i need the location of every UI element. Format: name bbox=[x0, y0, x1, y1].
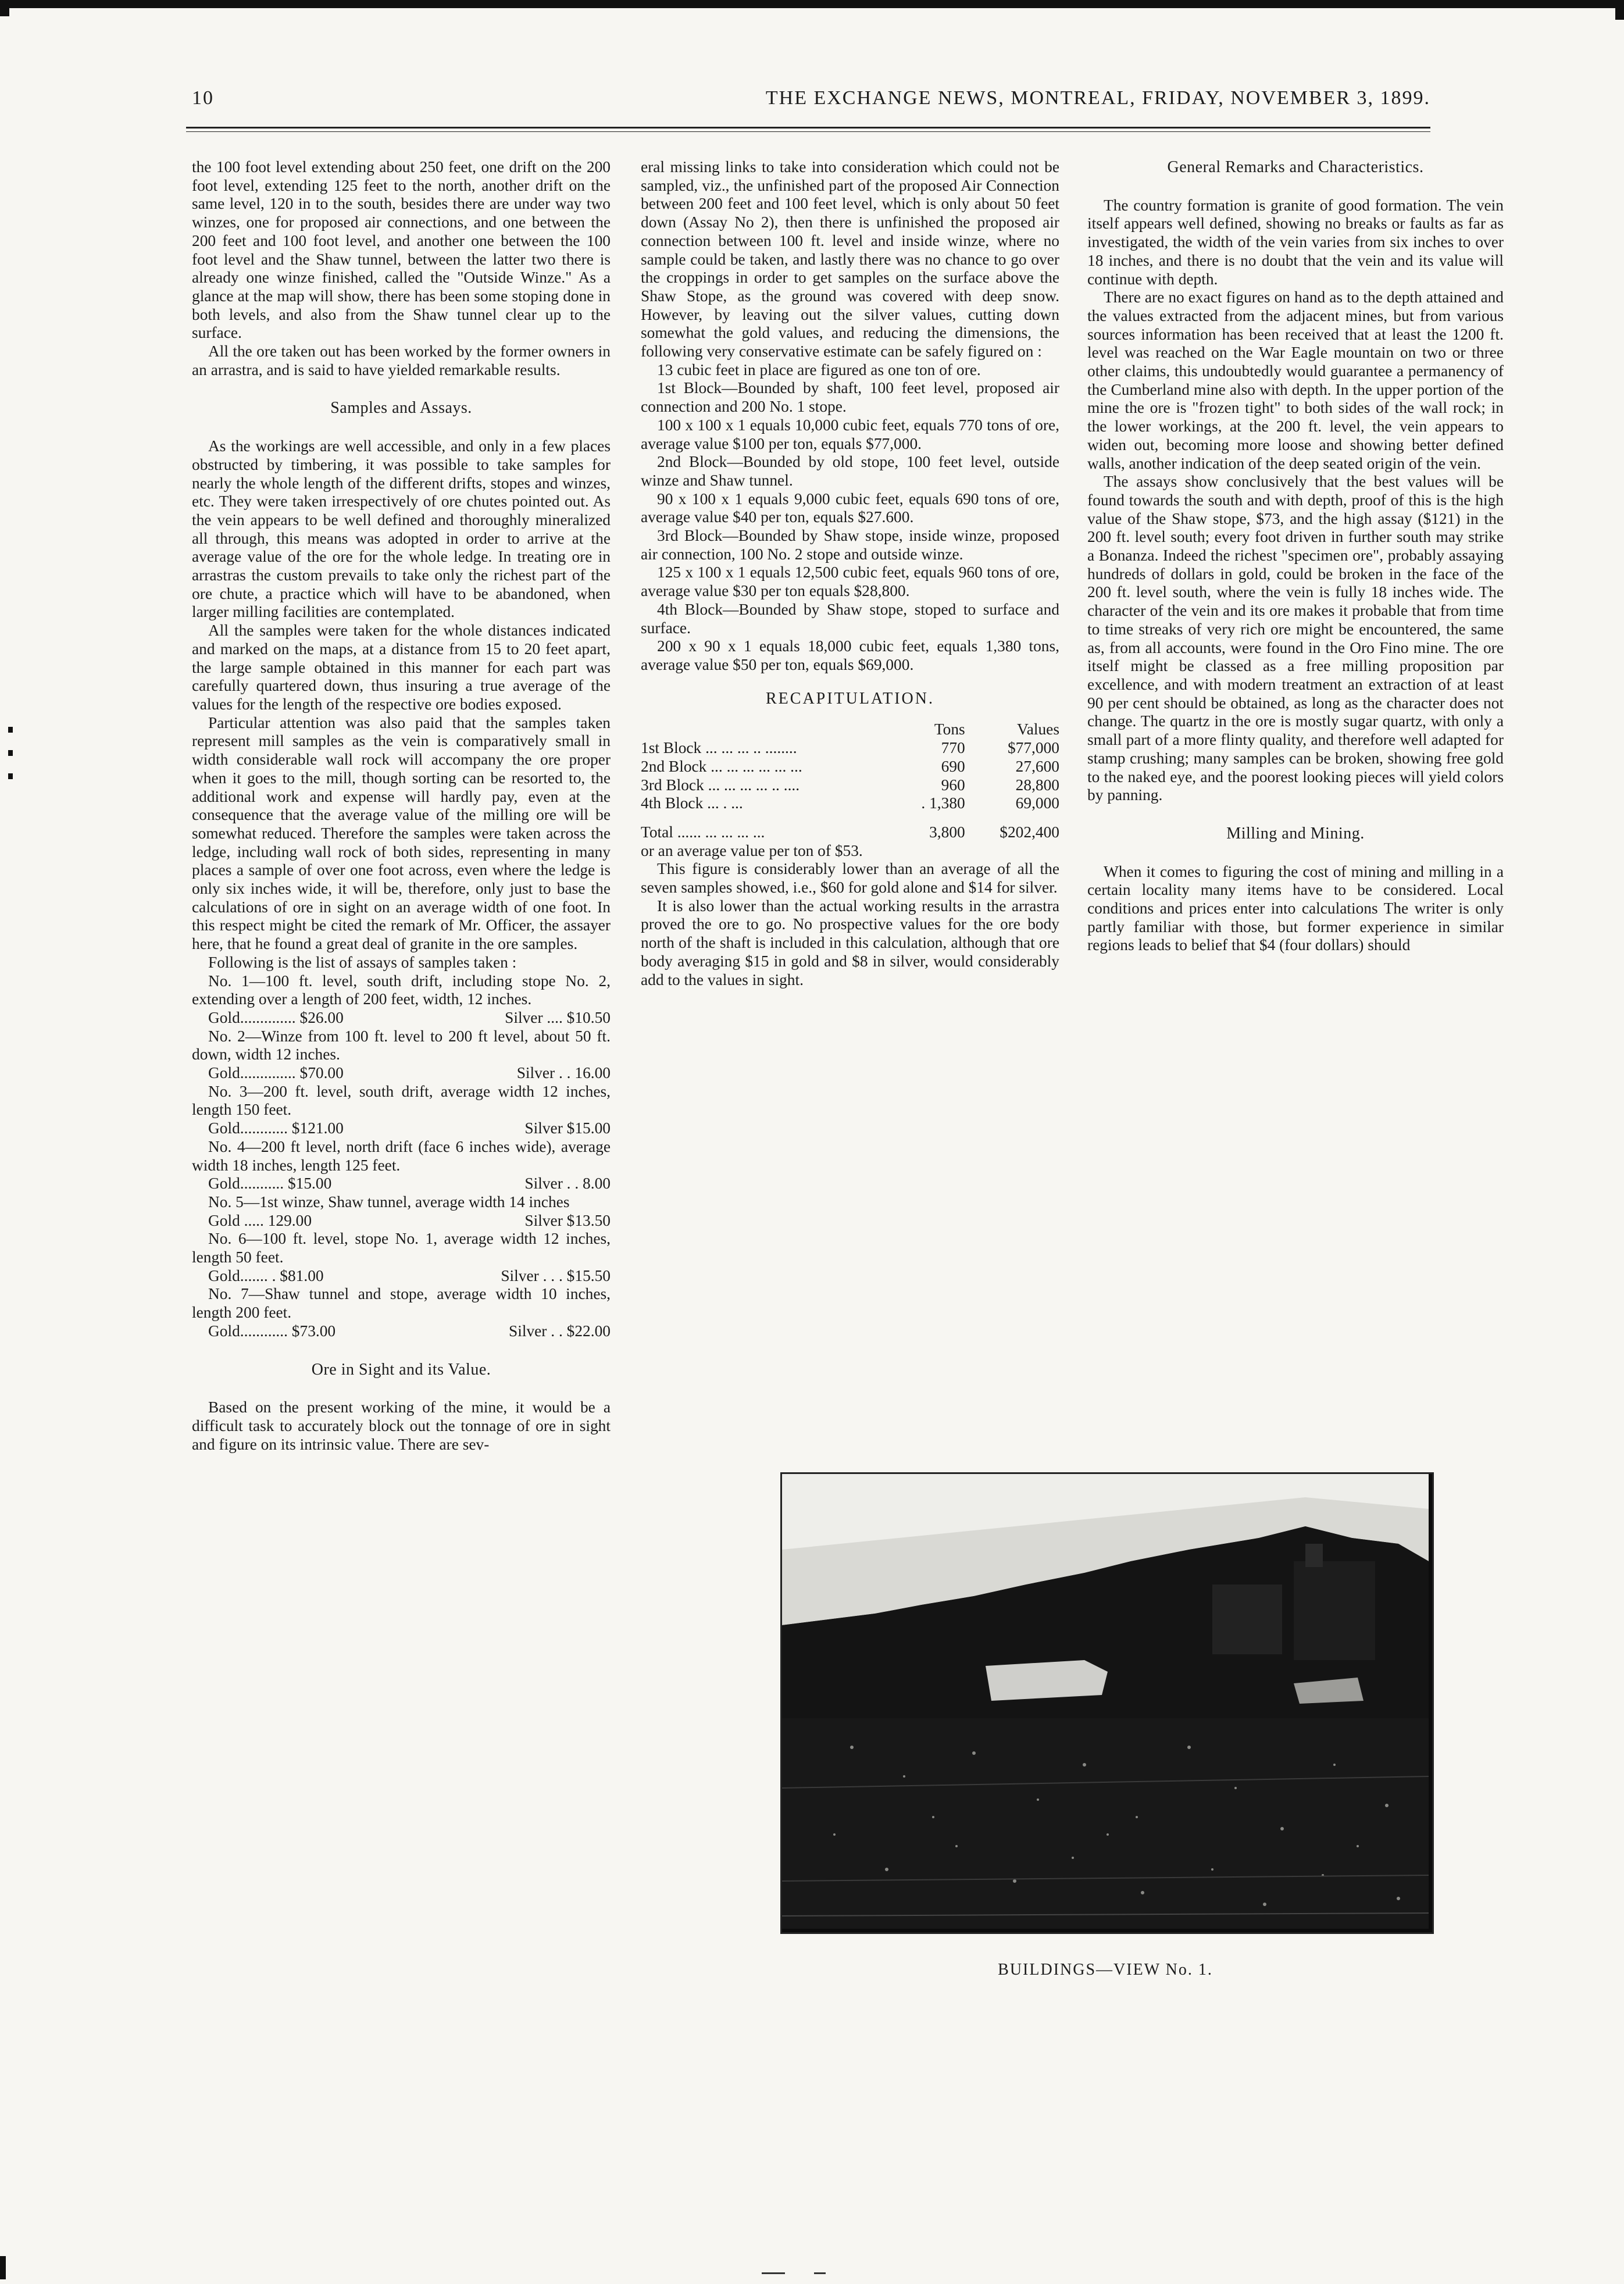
assay-entry: No. 7—Shaw tunnel and stope, average width 10 inches, length 200 feet. bbox=[192, 1285, 611, 1322]
assay-values bbox=[192, 1267, 611, 1286]
paragraph: There are no exact figures on hand as to the depth attained and the values extracted from the adjacent mines, but from various sources information has been received that at least the 1200 ft. level was reached on the War Eagle mountain on two or three other claims, this undoubtedly would guarantee a permanency of the Cumberland mine also with depth. In the upper portion of the mine the ore is "frozen tight" to both sides of the wall rock; in the lower workings, at the 200 ft. level, the vein appears to widen out, becoming more loose and showing better defined walls, another indication of the deep seated origin of the vein. bbox=[1087, 288, 1504, 472]
left-edge-mark bbox=[0, 0, 9, 16]
recap-row bbox=[641, 758, 1059, 776]
assay-entry: No. 4—200 ft level, north drift (face 6 inches wide), average width 18 inches, length 125 feet. bbox=[192, 1137, 611, 1174]
recap-label: 1st Block ... ... ... .. ........ bbox=[641, 739, 797, 757]
margin-dot-1 bbox=[8, 727, 13, 733]
paragraph: 3rd Block—Bounded by Shaw stope, inside winze, proposed air connection, 100 No. 2 stope and outside winze. bbox=[641, 527, 1059, 563]
paragraph: The assays show conclusively that the best values will be found towards the south and with depth, proof of this is the high value of the Shaw stope, $73, and the high assay ($121) in the 200 ft. level south; every foot driven in further south may strike a Bonanza. Indeed the richest "specimen ore", probably assaying hundreds of dollars in gold, could be broken in the face of the 200 ft. level south, where the vein is fully 18 inches wide. The character of the vein and its ore makes it probable that from time to time streaks of very rich ore might be encountered, the same as, from all accounts, were found in the Oro Fino mine. The ore itself might be classed as a free milling proposition par excellence, and with modern treatment an extraction of at least 90 per cent should be obtained, as long as the character does not change. The quartz in the ore is mostly sugar quartz, with only a small part of a more flinty quality, and therefore well adapted for stamp crushing; many samples can be broken, showing free gold to the naked eye, and the poorest looking pieces will yield colors by panning. bbox=[1087, 473, 1504, 804]
paragraph: 2nd Block—Bounded by old stope, 100 feet level, outside winze and Shaw tunnel. bbox=[641, 453, 1059, 489]
recap-table bbox=[641, 720, 1059, 841]
column-1 bbox=[192, 158, 611, 1454]
recap-value: 28,800 bbox=[1015, 776, 1059, 794]
paragraph: 200 x 90 x 1 equals 18,000 cubic feet, equals 1,380 tons, average value $50 per ton, equals $69,000. bbox=[641, 637, 1059, 673]
section-heading: General Remarks and Characteristics. bbox=[1167, 158, 1424, 176]
assay-values bbox=[192, 1119, 611, 1138]
margin-dot-3 bbox=[8, 773, 13, 779]
gold-value: Gold........... $15.00 bbox=[208, 1175, 332, 1193]
paragraph: All the ore taken out has been worked by the former owners in an arrastra, and is said to have yielded remarkable results. bbox=[192, 342, 611, 379]
tons-header: Tons bbox=[934, 720, 965, 738]
assay-entry: No. 2—Winze from 100 ft. level to 200 ft level, about 50 ft. down, width 12 inches. bbox=[192, 1027, 611, 1064]
paragraph: Based on the present working of the mine, it would be a difficult task to accurately block out the tonnage of ore in sight and figure on its intrinsic value. There are sev- bbox=[192, 1398, 611, 1453]
gold-value: Gold ..... 129.00 bbox=[208, 1211, 312, 1229]
silver-value: Silver $15.00 bbox=[524, 1119, 611, 1137]
paragraph: When it comes to figuring the cost of mining and milling in a certain locality many items have to be considered. Local conditions and prices enter into calculations The writer is only partly familiar with those, but former experience in similar regions leads to belief that $4 (four dollars) should bbox=[1087, 862, 1504, 954]
recap-label: 4th Block ... . ... bbox=[641, 794, 743, 812]
assay-entry: No. 1—100 ft. level, south drift, including stope No. 2, extending over a length of 200 feet, width, 12 inches. bbox=[192, 972, 611, 1008]
recap-value: 69,000 bbox=[1015, 794, 1059, 812]
assay-values bbox=[192, 1009, 611, 1027]
recap-row bbox=[641, 739, 1059, 758]
assay-entry: No. 3—200 ft. level, south drift, average width 12 inches, length 150 feet. bbox=[192, 1082, 611, 1119]
recap-total-tons: 3,800 bbox=[929, 823, 965, 841]
silver-value: Silver . . 8.00 bbox=[524, 1175, 611, 1193]
paragraph: As the workings are well accessible, and only in a few places obstructed by timbering, it was possible to take samples for nearly the whole length of the different drifts, stopes and winzes, etc. They were taken irrespectively of ore chutes pointed out. As the vein appears to be well defined and thoroughly mineralized all through, this means was adopted in order to arrive at the average value of the ore for the whole ledge. In treating ore in arrastras the custom prevails to take only the richest part of the ore chute, a practice which will have to be abandoned, when larger milling facilities are contemplated. bbox=[192, 437, 611, 621]
paragraph: or an average value per ton of $53. bbox=[641, 841, 863, 859]
assay-entry: No. 6—100 ft. level, stope No. 1, average width 12 inches, length 50 feet. bbox=[192, 1230, 611, 1266]
assay-values bbox=[192, 1322, 611, 1341]
masthead bbox=[192, 87, 1430, 122]
paragraph: This figure is considerably lower than an average of all the seven samples showed, i.e., $60 for gold alone and $14 for silver. bbox=[641, 860, 1059, 897]
values-header: Values bbox=[1016, 720, 1059, 738]
masthead-rule bbox=[186, 127, 1430, 129]
paragraph: 4th Block—Bounded by Shaw stope, stoped to surface and surface. bbox=[641, 600, 1059, 637]
recap-header-row bbox=[641, 720, 1059, 739]
page-number: 10 bbox=[192, 87, 214, 109]
paragraph: Following is the list of assays of samples taken : bbox=[208, 953, 517, 971]
right-edge-mark bbox=[1615, 0, 1624, 20]
assay-values bbox=[192, 1212, 611, 1230]
gold-value: Gold............ $73.00 bbox=[208, 1322, 336, 1340]
section-heading: Milling and Mining. bbox=[1226, 824, 1365, 843]
margin-dot-2 bbox=[8, 750, 13, 756]
gold-value: Gold.............. $26.00 bbox=[208, 1008, 344, 1026]
assay-entry: No. 5—1st winze, Shaw tunnel, average width 14 inches bbox=[208, 1193, 570, 1211]
bottom-left-mark bbox=[0, 2256, 6, 2279]
masthead-rule-thin bbox=[186, 131, 1430, 132]
silver-value: Silver . . . $15.50 bbox=[501, 1266, 611, 1284]
paragraph: Particular attention was also paid that the samples taken represent mill samples as the vein is comparatively small in width considerable wall rock will accompany the ore proper when it goes to the mill, though sorting can be resorted to, the additional work and expense will hardly pay, even at the consequence that the average value of the milling ore will be somewhat reduced. Therefore the samples were taken across the ledge, including wall rock of both sides, representing in many places a sample of over one foot across, even where the ledge is only six inches wide, it will be, therefore, only just to base the calculations of ore in sight on an average width of one foot. In this respect might be cited the remark of Mr. Officer, the assayer here, that he found a great deal of granite in the ore samples. bbox=[192, 713, 611, 953]
recap-label: 3rd Block ... ... ... ... .. .... bbox=[641, 776, 800, 794]
recap-tons: 690 bbox=[941, 757, 965, 775]
newspaper-title: THE EXCHANGE NEWS, MONTREAL, FRIDAY, NOVEMBER 3, 1899. bbox=[765, 87, 1430, 109]
paragraph: the 100 foot level extending about 250 feet, one drift on the 200 foot level, extending 125 feet to the north, another drift on the same level, 120 in to the south, besides there are under way two winzes, one for proposed air connections, and one between the 200 feet and 100 foot level, and another one between the 100 foot level and the Shaw tunnel, between the latter two there is already one winze finished, called the "Outside Winze." As a glance at the map will show, there has been some stoping done in both levels, and also from the Shaw tunnel clear up to the surface. bbox=[192, 158, 611, 342]
recap-tons: 770 bbox=[941, 739, 965, 757]
top-scan-band bbox=[0, 0, 1624, 8]
recap-total-value: $202,400 bbox=[1000, 823, 1059, 841]
photo-caption: BUILDINGS—VIEW No. 1. bbox=[998, 1961, 1213, 1979]
recap-value: $77,000 bbox=[1007, 739, 1059, 757]
paragraph: The country formation is granite of good formation. The vein itself appears well defined, showing no breaks or faults as far as investigated, the width of the vein varies from six inches to over 18 inches, and there is no doubt that the vein and its value will continue with depth. bbox=[1087, 196, 1504, 288]
section-heading: Samples and Assays. bbox=[330, 399, 472, 417]
paragraph: 125 x 100 x 1 equals 12,500 cubic feet, equals 960 tons of ore, average value $30 per ton equals $28,800. bbox=[641, 563, 1059, 600]
gold-value: Gold.............. $70.00 bbox=[208, 1064, 344, 1082]
silver-value: Silver . . 16.00 bbox=[516, 1064, 611, 1082]
section-heading: Ore in Sight and its Value. bbox=[311, 1360, 491, 1379]
gold-value: Gold............ $121.00 bbox=[208, 1119, 344, 1137]
recap-tons: . 1,380 bbox=[921, 794, 965, 812]
column-3 bbox=[1087, 158, 1504, 955]
recap-heading: RECAPITULATION. bbox=[766, 689, 934, 708]
recap-total-label: Total ...... ... ... ... ... bbox=[641, 823, 765, 841]
footer-mark bbox=[814, 2272, 826, 2274]
footer-mark bbox=[762, 2272, 785, 2274]
recap-row bbox=[641, 776, 1059, 795]
paragraph: 100 x 100 x 1 equals 10,000 cubic feet, equals 770 tons of ore, average value $100 per ton, equals $77,000. bbox=[641, 416, 1059, 452]
paragraph: 1st Block—Bounded by shaft, 100 feet level, proposed air connection and 200 No. 1 stope. bbox=[641, 379, 1059, 416]
assay-values bbox=[192, 1064, 611, 1083]
paragraph: eral missing links to take into consideration which could not be sampled, viz., the unfinished part of the proposed Air Connection between 200 feet and 100 feet level, which is only about 50 feet down (Assay No 2), then there is unfinished the proposed air connection between 100 ft. level and inside winze, where no sample could be taken, and lastly there was no chance to go over the croppings in order to get samples on the surface above the Shaw Stope, as the ground was covered with deep snow. However, by leaving out the silver values, cutting down somewhat the gold values, and reducing the dimensions, the following very conservative estimate can be safely figured on : bbox=[641, 158, 1059, 361]
silver-value: Silver .... $10.50 bbox=[505, 1008, 611, 1026]
assay-values bbox=[192, 1175, 611, 1193]
recap-row bbox=[641, 794, 1059, 813]
column-2 bbox=[641, 158, 1059, 989]
paragraph: 90 x 100 x 1 equals 9,000 cubic feet, equals 690 tons of ore, average value $40 per ton, equals $27.600. bbox=[641, 490, 1059, 526]
recap-value: 27,600 bbox=[1015, 757, 1059, 775]
paragraph: All the samples were taken for the whole distances indicated and marked on the maps, at a distance from 15 to 20 feet apart, the large sample obtained in this manner for each part was carefully quartered down, thus insuring a true average of the values for the length of the respective ore bodies exposed. bbox=[192, 622, 611, 713]
silver-value: Silver . . $22.00 bbox=[509, 1322, 611, 1340]
photo-image bbox=[782, 1474, 1429, 1929]
recap-label: 2nd Block ... ... ... ... ... ... bbox=[641, 757, 802, 775]
silver-value: Silver $13.50 bbox=[524, 1211, 611, 1229]
recap-tons: 960 bbox=[941, 776, 965, 794]
paragraph: It is also lower than the actual working results in the arrastra proved the ore to go. No prospective values for the ore body north of the shaft is included in this calculation, although that ore body averaging $15 in gold and $8 in silver, would considerably add to the values in sight. bbox=[641, 897, 1059, 988]
recap-total-row bbox=[641, 813, 1059, 842]
gold-value: Gold....... . $81.00 bbox=[208, 1266, 324, 1284]
buildings-photo bbox=[780, 1472, 1434, 1934]
paragraph: 13 cubic feet in place are figured as one ton of ore. bbox=[657, 361, 981, 379]
